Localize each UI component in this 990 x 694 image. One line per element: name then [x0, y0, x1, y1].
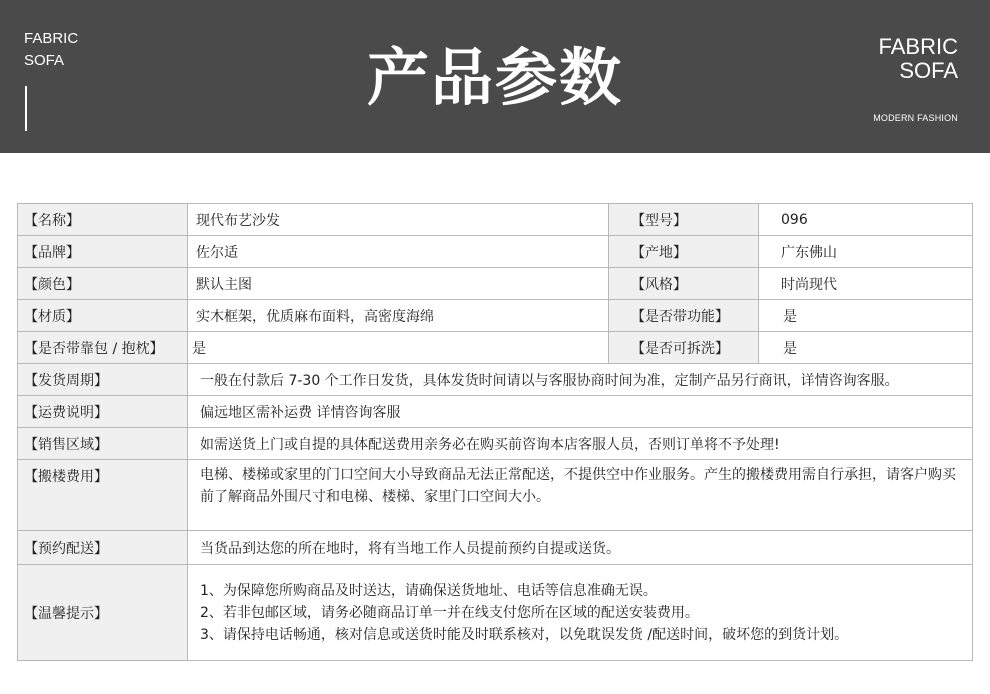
param-value-pillow: 是 [188, 332, 609, 364]
table-row [18, 428, 973, 460]
param-label-brand: 【品牌】 [18, 236, 188, 268]
param-label-carry-fee: 【搬楼费用】 [18, 460, 188, 531]
table-row [18, 531, 973, 565]
table-row [18, 364, 973, 396]
param-label-style: 【风格】 [609, 268, 759, 300]
page-title: 产品参数 [366, 41, 623, 114]
param-label-freight: 【运费说明】 [18, 396, 188, 428]
param-value-style: 时尚现代 [759, 268, 973, 300]
param-label-material: 【材质】 [18, 300, 188, 332]
param-value-model: 096 [759, 204, 973, 236]
table-row [18, 460, 973, 531]
brand-left-line1: FABRIC [24, 30, 79, 47]
param-value-freight: 偏远地区需补运费 详情咨询客服 [188, 396, 973, 428]
table-row [18, 236, 973, 268]
param-value-brand: 佐尔适 [188, 236, 609, 268]
params-table [17, 203, 973, 661]
table-row [18, 396, 973, 428]
tip-item: 1、为保障您所购商品及时送达，请确保送货地址、电话等信息准确无误。 [200, 582, 657, 599]
brand-right [879, 35, 958, 83]
param-label-color: 【颜色】 [18, 268, 188, 300]
param-value-function: 是 [759, 300, 973, 332]
param-label-tips: 【温馨提示】 [18, 565, 188, 661]
brand-right-line1: FABRIC [878, 34, 958, 59]
param-value-sales-area: 如需送货上门或自提的具体配送费用亲务必在购买前咨询本店客服人员，否则订单将不予处理! [188, 428, 973, 460]
param-label-function: 【是否带功能】 [609, 300, 759, 332]
param-label-shipping-period: 【发货周期】 [18, 364, 188, 396]
param-value-washable: 是 [759, 332, 973, 364]
brand-left-line2: SOFA [24, 52, 65, 69]
param-label-sales-area: 【销售区域】 [18, 428, 188, 460]
param-label-appointment: 【预约配送】 [18, 531, 188, 565]
param-value-color: 默认主图 [188, 268, 609, 300]
param-value-carry-fee: 电梯、楼梯或家里的门口空间大小导致商品无法正常配送，不提供空中作业服务。产生的搬楼费用需自行承担，请客户购买前了解商品外围尺寸和电梯、楼梯、家里门口空间大小。 [188, 460, 973, 531]
tip-item: 3、请保持电话畅通，核对信息或送货时能及时联系核对，以免耽误发货 /配送时间，破坏您的到货计划。 [200, 626, 849, 643]
param-label-model: 【型号】 [609, 204, 759, 236]
param-label-name: 【名称】 [18, 204, 188, 236]
param-value-tips [188, 565, 973, 661]
table-row [18, 565, 973, 661]
table-row [18, 332, 973, 364]
param-value-material: 实木框架，优质麻布面料，高密度海绵 [188, 300, 609, 332]
table-row [18, 268, 973, 300]
param-value-origin: 广东佛山 [759, 236, 973, 268]
table-row [18, 300, 973, 332]
brand-right-line2: SOFA [899, 58, 958, 83]
param-label-washable: 【是否可拆洗】 [609, 332, 759, 364]
header-banner [0, 0, 990, 153]
param-value-name: 现代布艺沙发 [188, 204, 609, 236]
table-row [18, 204, 973, 236]
tip-item: 2、若非包邮区域，请务必随商品订单一并在线支付您所在区域的配送安装费用。 [200, 604, 699, 621]
brand-subtitle: MODERN FASHION [873, 113, 958, 123]
param-value-shipping-period: 一般在付款后 7-30 个工作日发货，具体发货时间请以与客服协商时间为准，定制产品另行商讯，详情咨询客服。 [188, 364, 973, 396]
param-value-appointment: 当货品到达您的所在地时，将有当地工作人员提前预约自提或送货。 [188, 531, 973, 565]
param-label-origin: 【产地】 [609, 236, 759, 268]
param-label-pillow: 【是否带靠包 / 抱枕】 [18, 332, 188, 364]
